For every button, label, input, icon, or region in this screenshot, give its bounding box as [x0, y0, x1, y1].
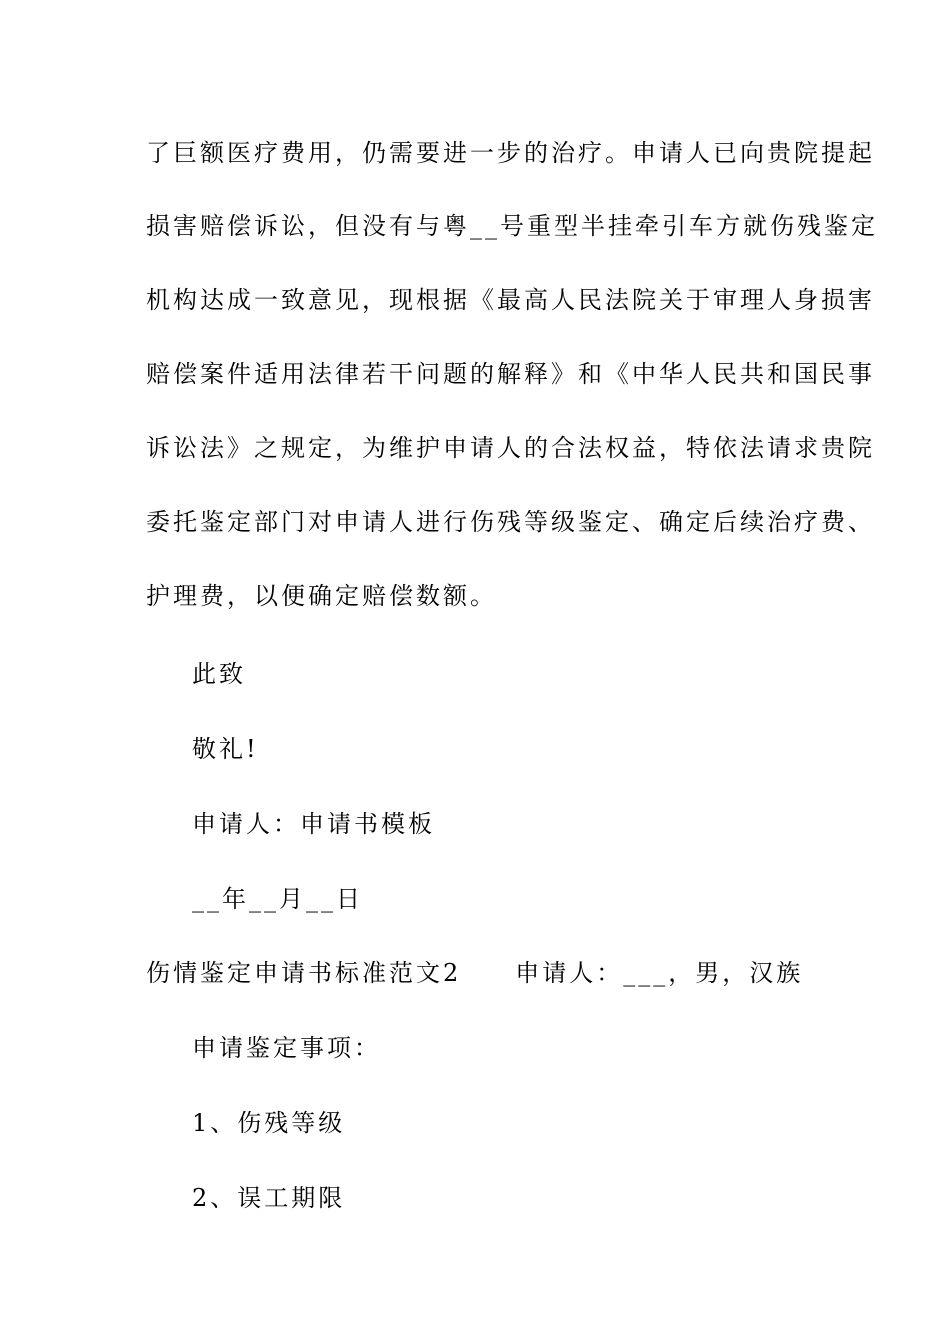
paragraph-line-6: 委托鉴定部门对申请人进行伤残等级鉴定、确定后续治疗费、	[146, 508, 875, 536]
matter-item-1: 1、伤残等级	[192, 1109, 346, 1137]
paragraph-line-7: 护理费，以便确定赔偿数额。	[146, 582, 497, 610]
closing-to: 此致	[192, 660, 246, 688]
matter-item-2: 2、误工期限	[192, 1184, 346, 1212]
applicant-signature: 申请人：申请书模板	[192, 810, 435, 838]
date-line: __年__月__日	[192, 885, 363, 913]
paragraph-line-3: 机构达成一致意见，现根据《最高人民法院关于审理人身损害	[146, 286, 875, 314]
paragraph-line-4: 赔偿案件适用法律若干问题的解释》和《中华人民共和国民事	[146, 360, 875, 388]
paragraph-line-2: 损害赔偿诉讼，但没有与粤__号重型半挂牵引车方就伤残鉴定	[146, 212, 878, 240]
matters-label: 申请鉴定事项：	[192, 1034, 381, 1062]
paragraph-line-1: 了巨额医疗费用，仍需要进一步的治疗。申请人已向贵院提起	[146, 139, 875, 167]
paragraph-line-5: 诉讼法》之规定，为维护申请人的合法权益，特依法请求贵院	[146, 434, 875, 462]
section-2-heading: 伤情鉴定申请书标准范文2 申请人：___，男，汉族	[146, 959, 804, 987]
closing-salute: 敬礼!	[192, 735, 259, 763]
